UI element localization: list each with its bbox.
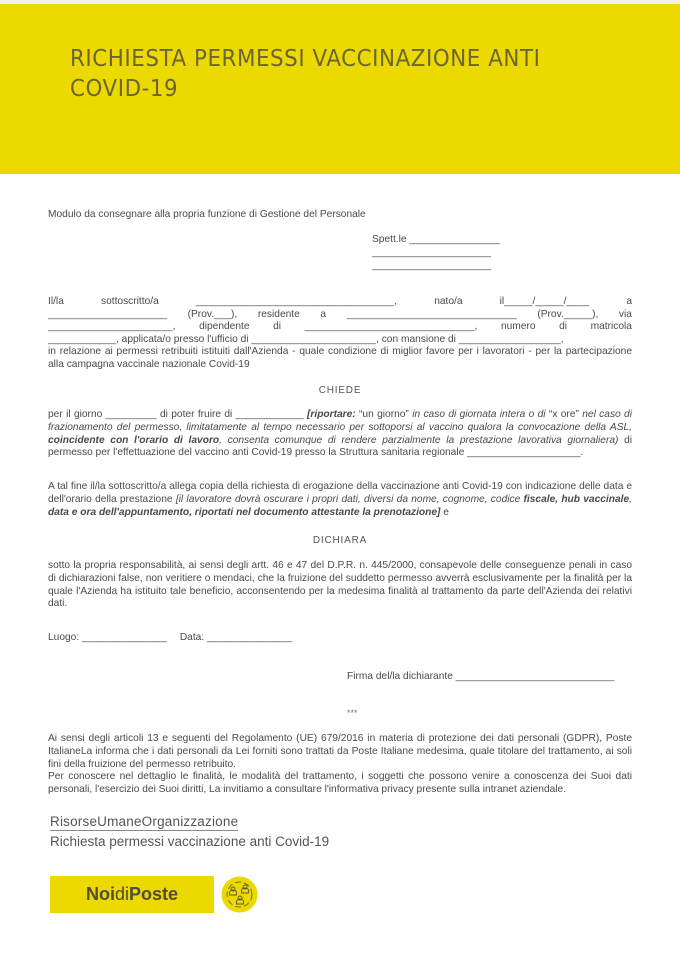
attachment-note-bold: data e ora dell'appuntamento, riportati nel documento attestante la prenotazione] (48, 506, 441, 518)
separator-stars: *** (347, 708, 358, 718)
birthdate-field: il_____/_____/____ (499, 296, 590, 307)
label-dipendente: dipendente (199, 321, 250, 333)
footer-department: RisorseUmaneOrganizzazione (50, 814, 239, 829)
privacy-notice (48, 733, 632, 797)
residence-field: ______________________________ (346, 308, 517, 320)
instruction-italic: in caso di giornata intera o di (412, 409, 549, 420)
attachment-note-italic: [il lavoratore dovrà oscurare i propri dati, diversi da nome, cognome, codice (175, 493, 524, 505)
attachment-text: e (440, 506, 449, 518)
office-role-line: ____________, applicata/o presso l'ufficio di ______________________, con mansione di __________________, (48, 333, 564, 345)
birthplace-field: _____________________ (48, 308, 167, 320)
declarant-paragraph (48, 296, 632, 372)
document-title: RICHIESTA PERMESSI VACCINAZIONE ANTI COVID-19 (70, 46, 541, 102)
intro-text: Modulo da consegnare alla propria funzione di Gestione del Personale (48, 209, 366, 220)
attachment-note-bold: fiscale, hub vaccinale (523, 493, 630, 505)
quote-one-day: “un giorno” (355, 409, 413, 420)
date-field: Data: _______________ (179, 632, 292, 643)
attachment-text: A tal fine il/la sottoscritto/a allega copia della richiesta di erogazione della vaccinazione anti Covid-19 con indicazione delle data e dell'orario della prestazione (48, 481, 632, 505)
label-a: a (626, 296, 632, 307)
place-field: Luogo: _______________ (48, 632, 167, 643)
declarant-row-4 (48, 334, 632, 347)
label-il-la: Il/la (48, 296, 64, 307)
request-paragraph (48, 409, 632, 460)
street-field: ______________________, (48, 321, 176, 333)
quote-x-hours: “x ore” (548, 409, 583, 420)
privacy-paragraph-2: Per conoscere nel dettaglio le finalità, le modalità del trattamento, i soggetti che possono venire a conoscenza dei Suoi dati personali, l'esercizio dei Suoi diritti, La invitiamo a consultare l'informativa privacy presente sulla intranet aziendale. (48, 771, 632, 796)
instruction-italic: , consenta comunque di rendere parzialmente la prestazione lavorativa giornaliera) (219, 434, 619, 446)
declarant-row-3 (48, 321, 632, 334)
request-text: di permesso per l'effettuazione del vaccino anti Covid-19 presso la Struttura sanitaria regionale ____________________. (48, 434, 632, 459)
request-text: per il giorno _________ di poter fruire di ____________ (48, 409, 307, 420)
addressee-block (372, 234, 522, 272)
declarant-rest: in relazione ai permessi retribuiti istituiti dall'Azienda - quale condizione di miglior favore per i lavoratori - per la partecipazione alla campagna vaccinale nazionale Covid-19 (48, 346, 632, 370)
label-sottoscritto: sottoscritto/a (101, 296, 159, 307)
residence-province-field: (Prov._____), (537, 308, 599, 320)
heading-dichiara: DICHIARA (312, 535, 368, 546)
noidiposte-logo (50, 876, 214, 913)
logo-text-poste: Poste (128, 884, 179, 904)
name-field: ___________________________________, (195, 296, 398, 307)
label-matricola: matricola (590, 321, 632, 333)
label-a: a (320, 308, 327, 320)
label-di: di (559, 321, 568, 333)
header-banner (0, 4, 680, 174)
declarant-row-1 (48, 296, 632, 309)
addressee-line-1: Spett.le ________________ (372, 234, 501, 245)
label-numero: numero (500, 321, 536, 333)
label-via: via (618, 308, 632, 320)
separator-comma: , (629, 493, 632, 505)
declarant-row-2 (48, 309, 632, 322)
privacy-paragraph-1: Ai sensi degli articoli 13 e seguenti del Regolamento (UE) 679/2016 in materia di protezione dei dati personali (GDPR), Poste ItalianeLa informa che i dati personali da Lei forniti sono trattati da Poste Italiane medesima, quale titolare del trattamento, ai soli fini della fruizione del permesso retribuito. (48, 733, 632, 770)
heading-chiede: CHIEDE (318, 385, 362, 396)
instruction-bold: coincidente con l'orario di lavoro (48, 434, 220, 446)
signature-field: Firma del/la dichiarante ____________________________ (347, 671, 615, 682)
instruction-italic: nel caso di frazionamento del permesso, limitatamente al tempo necessario per sottoporsi al vaccino qualora la convocazione della ASL, (48, 409, 632, 433)
logo-text-noi: Noi (85, 884, 115, 904)
addressee-line-3: _____________________ (372, 259, 491, 271)
instruction-bold: [riportare: (307, 409, 356, 420)
footer-subtitle: Richiesta permessi vaccinazione anti Covid-19 (50, 834, 330, 849)
label-residente: residente (257, 308, 300, 320)
people-network-icon (221, 876, 258, 913)
birth-province-field: (Prov.___), (187, 308, 238, 320)
logo-text-di: di (114, 884, 129, 904)
employer-field: ______________________________, (304, 321, 478, 333)
label-nato: nato/a (434, 296, 463, 307)
addressee-line-2: _____________________ (372, 246, 491, 258)
label-di: di (273, 321, 281, 333)
place-date-line (48, 632, 302, 644)
declaration-paragraph: sotto la propria responsabilità, ai sensi degli artt. 46 e 47 del D.P.R. n. 445/2000, consapevole delle conseguenze penali in caso di dichiarazioni false, non veritiere o mendaci, che la fruizione del suddetto permesso avverrà esclusivamente per la finalità per la quale l'Azienda ha istituito tale beneficio, acconsentendo per la medesima finalità al trattamento da parte dell'Azienda dei relativi dati. (48, 560, 632, 610)
attachment-paragraph (48, 481, 632, 519)
